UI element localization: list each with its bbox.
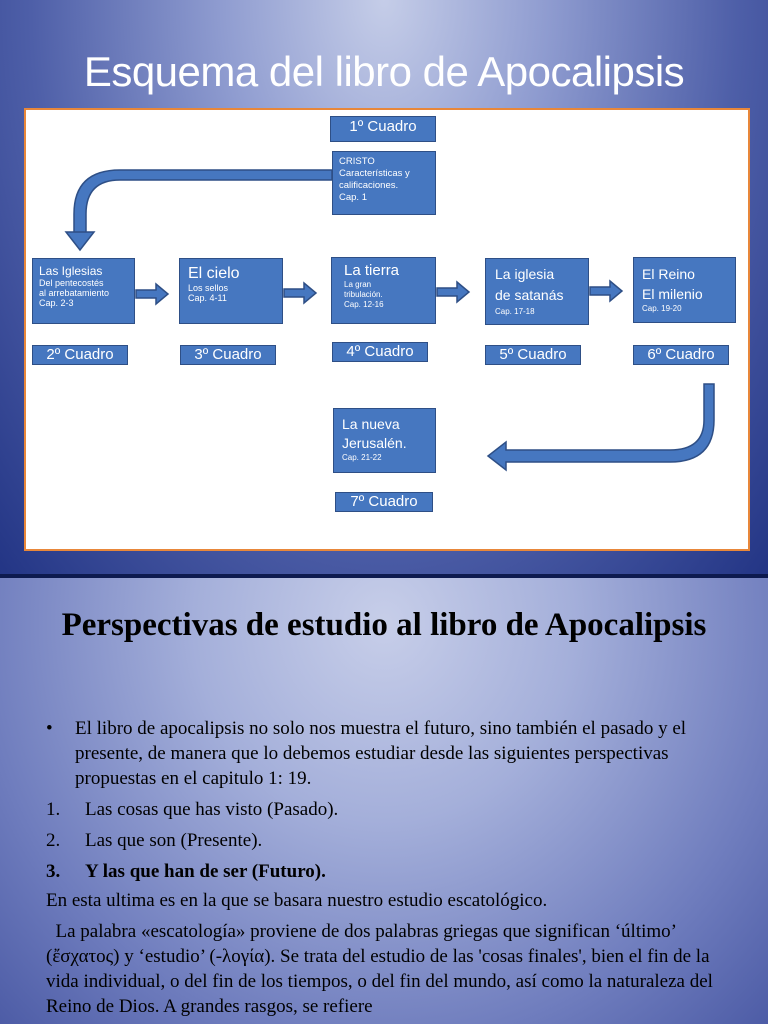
arrow-satanas-reino — [590, 281, 622, 301]
item-text: Y las que han de ser (Futuro). — [85, 861, 326, 882]
slide-2-body — [46, 716, 736, 1019]
tierra-line-2: tribulación. — [344, 290, 383, 299]
box-jerusalen — [333, 408, 436, 473]
iglesias-line-2: al arrebatamiento — [39, 288, 110, 298]
label-cuadro-1: 1º Cuadro — [330, 116, 436, 142]
item-number: 1. — [46, 799, 61, 820]
satanas-title-2: de satanás — [495, 287, 564, 303]
cristo-line-4: Cap. 1 — [339, 192, 367, 203]
arrow-iglesias-cielo — [136, 284, 168, 304]
curved-arrow-to-iglesias — [66, 170, 332, 250]
cristo-line-1: CRISTO — [339, 156, 375, 167]
list-item — [46, 828, 736, 853]
label-cuadro-4: 4º Cuadro — [332, 342, 428, 362]
intro-text: El libro de apocalipsis no solo nos muestra el futuro, sino también el pasado y el presente, de manera que lo debemos estudiar desde las siguientes perspectivas propuestas en el capitulo 1: 19. — [75, 718, 687, 789]
slide-2-title: Perspectivas de estudio al libro de Apocalipsis — [61, 607, 707, 643]
box-satanas — [485, 258, 589, 325]
label-cuadro-5: 5º Cuadro — [485, 345, 581, 365]
satanas-title-1: La iglesia — [495, 266, 555, 282]
label-cuadro-2: 2º Cuadro — [32, 345, 128, 365]
cielo-line-1: Los sellos — [188, 283, 229, 293]
list-item — [46, 797, 736, 822]
intro-bullet — [46, 716, 736, 791]
slide-1-title: Esquema del libro de Apocalipsis — [83, 48, 685, 95]
cristo-line-2: Características y — [339, 168, 410, 179]
item-number: 3. — [46, 861, 61, 882]
label-cuadro-6: 6º Cuadro — [633, 345, 729, 365]
box-cristo — [332, 151, 436, 215]
label-cuadro-7: 7º Cuadro — [335, 492, 433, 512]
jerusalen-title-1: La nueva — [342, 416, 400, 432]
cielo-title: El cielo — [188, 265, 240, 282]
jerusalen-title-2: Jerusalén. — [342, 435, 407, 451]
list-item — [46, 859, 736, 884]
item-text: Las que son (Presente). — [85, 830, 263, 851]
reino-title-2: El milenio — [642, 286, 703, 302]
label-cuadro-3: 3º Cuadro — [180, 345, 276, 365]
jerusalen-cap: Cap. 21-22 — [342, 453, 382, 462]
box-iglesias — [32, 258, 135, 324]
iglesias-line-1: Del pentecostés — [39, 278, 104, 288]
box-tierra — [331, 257, 436, 324]
tierra-cap: Cap. 12-16 — [344, 300, 384, 309]
cristo-line-3: calificaciones. — [339, 180, 399, 191]
tierra-line-1: La gran — [344, 280, 372, 289]
iglesias-cap: Cap. 2-3 — [39, 298, 74, 308]
curved-arrow-to-jerusalen — [488, 384, 714, 470]
paragraph-1: En esta ultima es en la que se basara nuestro estudio escatológico. — [46, 890, 548, 911]
satanas-cap: Cap. 17-18 — [495, 307, 535, 316]
cielo-cap: Cap. 4-11 — [188, 293, 227, 303]
box-cielo — [179, 258, 283, 324]
arrow-cielo-tierra — [284, 283, 316, 303]
item-number: 2. — [46, 830, 61, 851]
arrow-tierra-satanas — [437, 282, 469, 302]
reino-title-1: El Reino — [642, 266, 695, 282]
box-reino — [633, 257, 736, 323]
tierra-title: La tierra — [344, 262, 400, 279]
iglesias-title: Las Iglesias — [39, 264, 103, 278]
reino-cap: Cap. 19-20 — [642, 304, 682, 313]
paragraph-2: La palabra «escatología» proviene de dos palabras griegas que significan ‘último’ (ἔσχατος) y ‘estudio’ (-λογία). Se trata del estudio de las 'cosas finales', bien el fin de la vida individual, o del fin de los tiempos, o del fin del mundo, así como la naturaleza del Reino de Dios. A grandes rasgos, se refiere — [46, 921, 718, 1017]
bullet-glyph: • — [46, 718, 53, 739]
item-text: Las cosas que has visto (Pasado). — [85, 799, 339, 820]
